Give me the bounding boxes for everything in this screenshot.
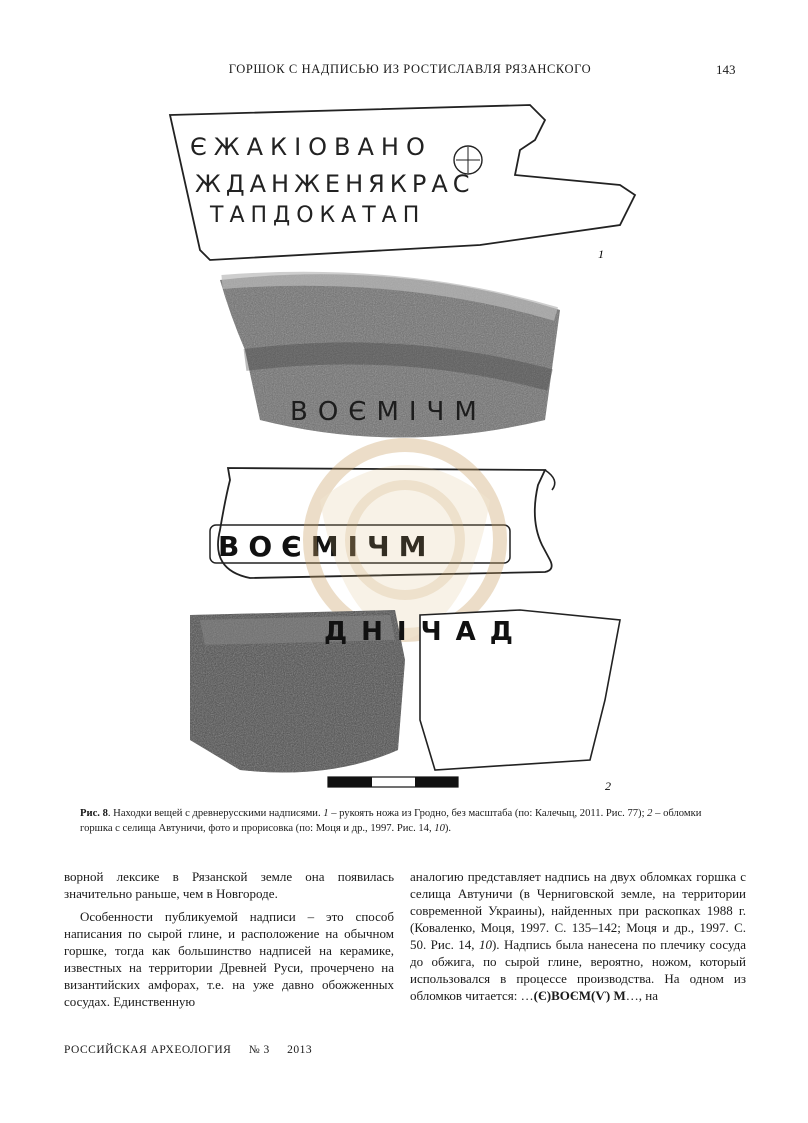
caption-text-c: – обломки горшка с селища Автуничи, фото и прорисовка (по: Моця и др., 1997. Рис. 14, (80, 808, 702, 834)
issue-number: № 3 (248, 1044, 270, 1056)
caption-num-3: 10 (434, 823, 445, 834)
right-text-c: …, на (625, 988, 658, 1003)
pot-rim-photo (220, 274, 560, 437)
left-column (64, 868, 394, 1010)
old-slavonic-reading: (Є)ВОЄМ(Ѵ) М (533, 988, 626, 1003)
footer (64, 1044, 326, 1056)
figure (150, 100, 660, 800)
figure-marker-1: 1 (598, 247, 604, 261)
caption-text-b: – рукоять ножа из Гродно, без масштаба (по: Калечыц, 2011. Рис. 77); (328, 808, 648, 819)
running-title: ГОРШОК С НАДПИСЬЮ ИЗ РОСТИСЛАВЛЯ РЯЗАНСКОГО (228, 62, 592, 76)
knife-inscription-line-1: ЄЖАКІОВАНО (190, 133, 432, 161)
journal-name: РОССИЙСКАЯ АРХЕОЛОГИЯ (64, 1044, 232, 1056)
left-paragraph-2: Особенности публикуемой надписи – это способ написания по сырой глине, и расположение на обычном горшке, тогда как большинство надписей на керамике, известных на территории Древней Руси, прочерчено на византийских амфорах, т.е. на уже давно обожженных сосудах. Единственную (64, 909, 394, 1009)
caption-text-a: . Находки вещей с древнерусскими надписями. (107, 808, 324, 819)
caption-text-d: ). (444, 823, 452, 834)
page-number: 143 (716, 62, 736, 77)
caption-num-1: 1 (323, 808, 329, 819)
figure-illustration (150, 100, 660, 800)
knife-inscription-line-2: ЖДАНЖЕНЯКРАС (195, 170, 475, 198)
caption-label: Рис. 8 (80, 808, 108, 819)
pot-tracing-inscription: ВОЄМІЧМ (218, 530, 436, 563)
pot-rim-inscription: ВОЄМІЧМ (290, 397, 487, 427)
right-text-a: аналогию представляет надпись на двух обломках горшка с селища Автуничи (в Черниговской земле, на территории современной Украины), найденных при раскопках 1988 г. (Коваленко, Моця, 1997. С. 135–142; Моця и др., 1997. С. 50. Рис. 14, (410, 869, 746, 952)
pot-fragment-inscription: ДНІЧАД (324, 617, 527, 647)
left-paragraph-1: ворной лексике в Рязанской земле она появилась значительно раньше, чем в Новгороде. (64, 869, 394, 901)
right-ref-num: 10 (478, 937, 492, 952)
watermark-ornament (310, 445, 500, 640)
right-text-b: ). Надпись была нанесена по плечику сосуда до обжига, по сырой глине, вероятно, ножом, который использовался в процессе производства. На одном из обломков читается: … (410, 937, 746, 1003)
right-column (410, 868, 746, 1004)
knife-handle-drawing (170, 105, 635, 261)
knife-inscription-line-3: ТАПДОКАТАП (210, 203, 426, 228)
scale-bar (328, 777, 458, 787)
right-paragraph (410, 868, 746, 1004)
figure-caption (80, 806, 730, 836)
year: 2013 (287, 1044, 313, 1056)
figure-marker-2: 2 (605, 779, 611, 793)
caption-num-2: 2 (647, 808, 653, 819)
